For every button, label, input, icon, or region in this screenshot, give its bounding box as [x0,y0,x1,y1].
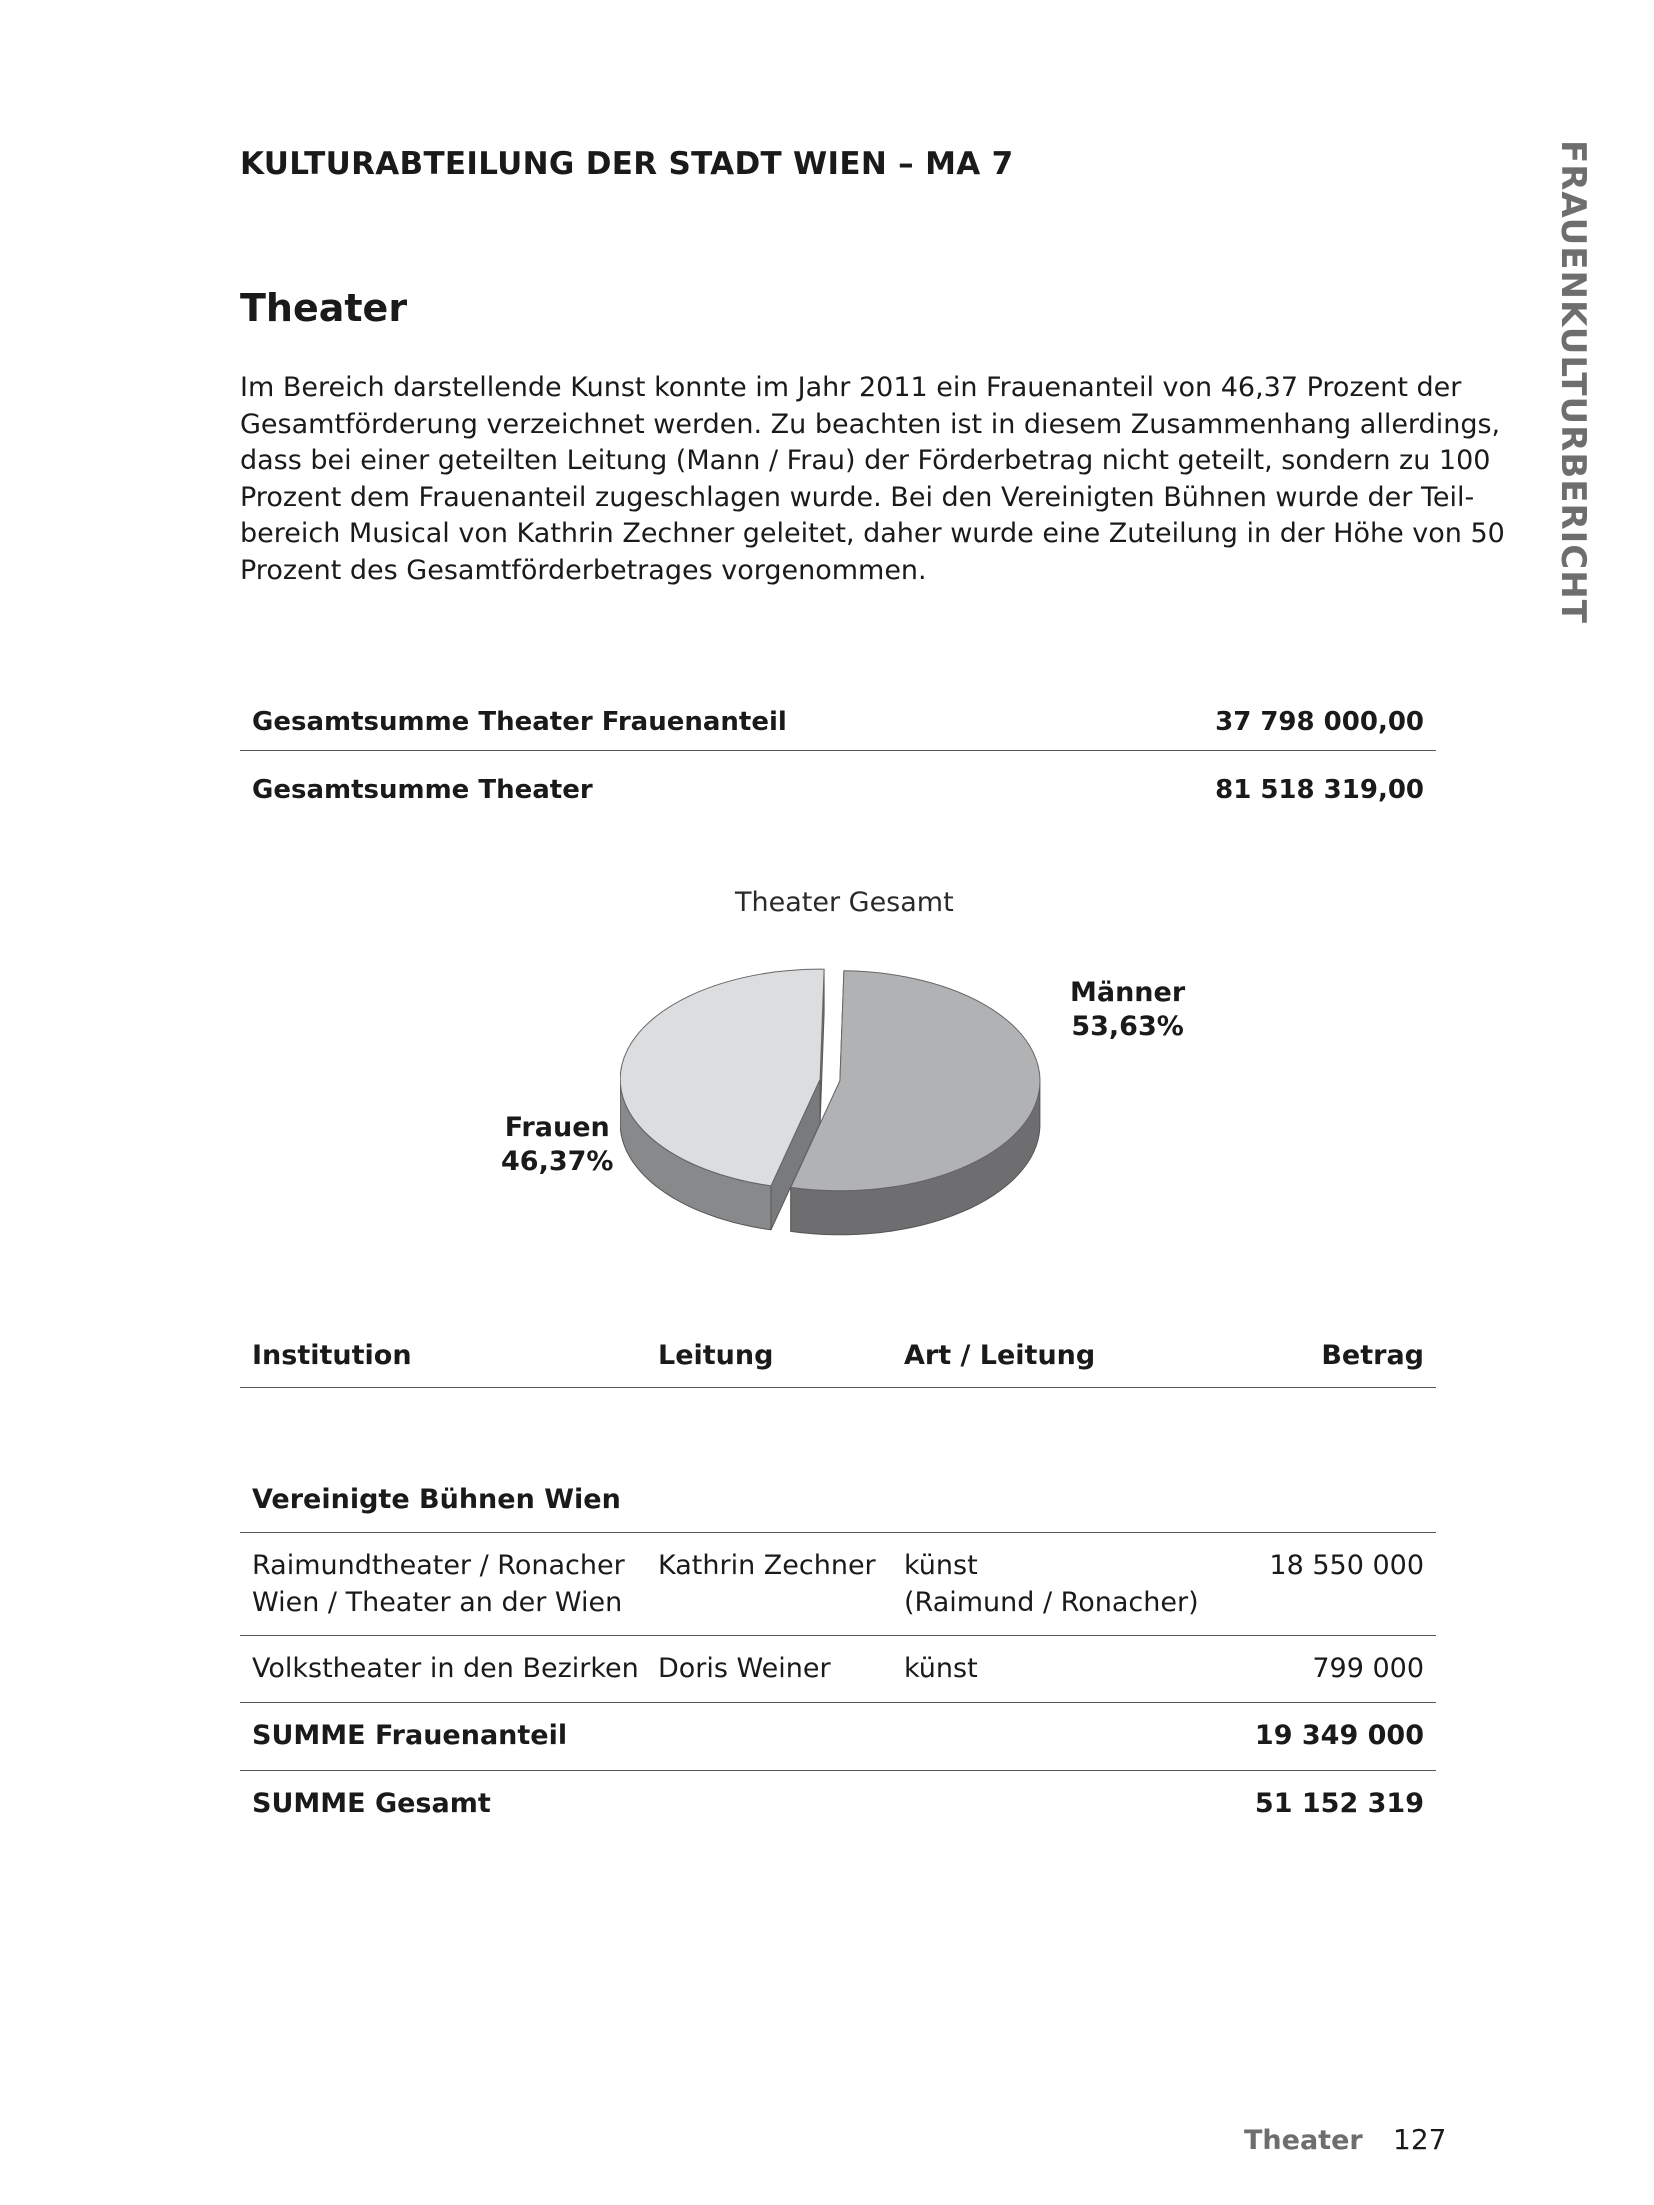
header-institution: Institution [252,1340,412,1371]
header-leitung: Leitung [658,1340,774,1371]
side-running-label: FRAUENKULTURBERICHT [1553,140,1593,624]
institution-table [240,1340,1436,1840]
pie-label-frauen [501,1111,613,1179]
section-title: Theater [240,286,408,330]
intro-line: Im Bereich darstellende Kunst konnte im Jahr 2011 ein Frauenanteil von 46,37 Prozent der [240,372,1462,403]
row-divider [240,1702,1436,1703]
row-divider [240,1770,1436,1771]
header-divider [240,1387,1436,1388]
summary-value: 81 518 319,00 [1215,775,1424,805]
pie-chart [620,960,1060,1260]
institution-cell: Volkstheater in den Bezirken [252,1653,639,1684]
summary-label: Gesamtsumme Theater Frauenanteil [252,707,787,737]
betrag-cell: 799 000 [1312,1653,1424,1684]
group-divider [240,1532,1436,1533]
intro-line: dass bei einer geteilten Leitung (Mann / Frau) der Förderbetrag nicht geteilt, sondern zu 100 [240,445,1491,476]
pie-label-value: 46,37% [501,1146,614,1177]
art-cell: künst [904,1653,978,1684]
leitung-cell: Kathrin Zechner [658,1550,876,1581]
summary-row-frauenanteil [240,683,1436,751]
summary-row-gesamt [240,751,1436,819]
header-art: Art / Leitung [904,1340,1096,1371]
page-header-title: KULTURABTEILUNG DER STADT WIEN – MA 7 [240,146,1014,182]
intro-line: bereich Musical von Kathrin Zechner geleitet, daher wurde eine Zuteilung in der Höhe von 50 [240,518,1505,549]
summary-value: 37 798 000,00 [1215,707,1424,737]
art-line: künst [904,1550,978,1581]
art-cell [904,1547,1199,1621]
art-line: (Raimund / Ronacher) [904,1587,1199,1618]
institution-line: Wien / Theater an der Wien [252,1587,623,1618]
sum-value: 19 349 000 [1254,1720,1424,1751]
page-number: 127 [1393,2123,1447,2156]
row-divider [240,1635,1436,1636]
header-betrag: Betrag [1321,1340,1424,1371]
betrag-cell: 18 550 000 [1269,1550,1424,1581]
sum-value: 51 152 319 [1254,1788,1424,1819]
summary-table [240,683,1436,819]
sum-label: SUMME Frauenanteil [252,1720,568,1751]
leitung-cell: Doris Weiner [658,1653,831,1684]
institution-cell [252,1547,625,1621]
institution-line: Raimundtheater / Ronacher [252,1550,625,1581]
pie-label-name: Frauen [504,1112,610,1143]
chart-title: Theater Gesamt [735,887,954,918]
pie-label-maenner [1070,976,1185,1044]
footer-section-label: Theater [1244,2125,1363,2156]
intro-line: Prozent dem Frauenanteil zugeschlagen wurde. Bei den Vereinigten Bühnen wurde der Teil- [240,481,1475,513]
intro-line: Gesamtförderung verzeichnet werden. Zu beachten ist in diesem Zusammenhang allerdings, [240,408,1501,440]
pie-label-name: Männer [1070,977,1186,1008]
intro-paragraph [240,370,1505,589]
group-label: Vereinigte Bühnen Wien [252,1484,621,1515]
sum-label: SUMME Gesamt [252,1788,491,1819]
intro-line: Prozent des Gesamtförderbetrages vorgenommen. [240,554,927,586]
pie-label-value: 53,63% [1071,1011,1184,1042]
summary-label: Gesamtsumme Theater [252,775,593,805]
